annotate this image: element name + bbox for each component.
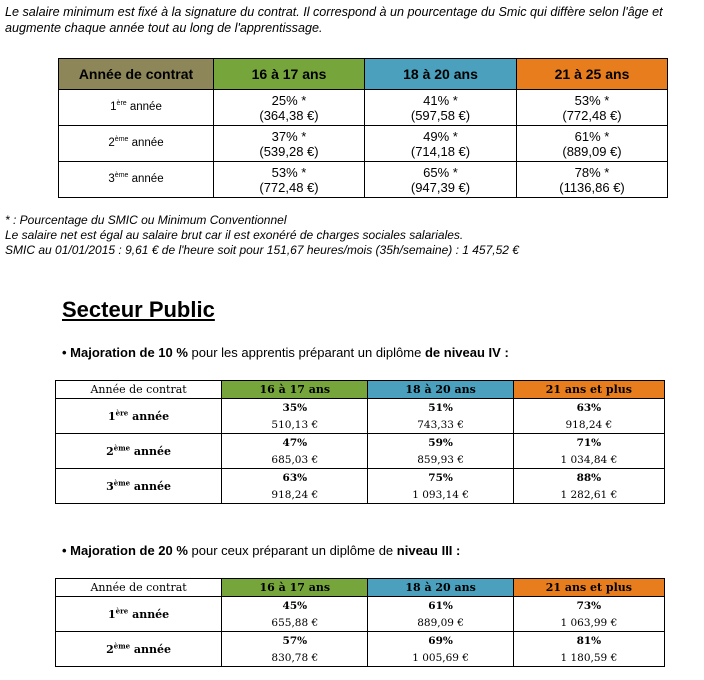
header-contract-year: Année de contrat xyxy=(59,59,214,90)
table-cell-amount: 1 063,99 € xyxy=(513,614,664,632)
table-cell-amount: 1 093,14 € xyxy=(368,486,513,504)
table-cell-percent: 63% xyxy=(513,399,664,417)
header-age-21-plus: 21 ans et plus xyxy=(513,381,664,399)
header-age-18-20: 18 à 20 ans xyxy=(368,381,513,399)
table-cell: 78% * (1136,86 €) xyxy=(517,162,668,198)
public-salary-table-level-iv xyxy=(55,380,665,504)
public-salary-table-level-iii xyxy=(55,578,665,667)
row-label: 1ère année xyxy=(59,90,214,126)
header-age-16-17: 16 à 17 ans xyxy=(214,59,365,90)
row-label: 3ème année xyxy=(56,469,222,504)
table-cell-percent: 51% xyxy=(368,399,513,417)
table-row xyxy=(56,399,665,417)
table-cell-percent: 35% xyxy=(222,399,368,417)
table-row xyxy=(56,469,665,487)
table-cell-percent: 71% xyxy=(513,434,664,452)
table-cell-amount: 510,13 € xyxy=(222,416,368,434)
header-contract-year: Année de contrat xyxy=(56,381,222,399)
table-cell-percent: 57% xyxy=(222,632,368,650)
table-header-row xyxy=(59,59,668,90)
table-row xyxy=(59,90,668,126)
table-cell-percent: 45% xyxy=(222,597,368,615)
table-cell-percent: 63% xyxy=(222,469,368,487)
header-age-21-plus: 21 ans et plus xyxy=(513,579,664,597)
header-age-16-17: 16 à 17 ans xyxy=(222,579,368,597)
table-cell: 53% * (772,48 €) xyxy=(517,90,668,126)
footnote-net-salary: Le salaire net est égal au salaire brut car il est exonéré de charges sociales salariales. xyxy=(5,228,464,242)
table-cell: 41% * (597,58 €) xyxy=(365,90,517,126)
header-age-18-20: 18 à 20 ans xyxy=(365,59,517,90)
table-cell-amount: 889,09 € xyxy=(368,614,513,632)
table-cell: 53% * (772,48 €) xyxy=(214,162,365,198)
row-label: 1ère année xyxy=(56,399,222,434)
table-cell-percent: 88% xyxy=(513,469,664,487)
row-label: 2ème année xyxy=(59,126,214,162)
table-cell-amount: 918,24 € xyxy=(222,486,368,504)
table-cell-percent: 73% xyxy=(513,597,664,615)
table-cell-amount: 1 282,61 € xyxy=(513,486,664,504)
row-label: 2ème année xyxy=(56,434,222,469)
section-title: Secteur Public xyxy=(62,297,215,322)
table-cell-amount: 918,24 € xyxy=(513,416,664,434)
header-age-16-17: 16 à 17 ans xyxy=(222,381,368,399)
table-cell-amount: 743,33 € xyxy=(368,416,513,434)
private-salary-table xyxy=(58,58,668,198)
row-label: 2ème année xyxy=(56,632,222,667)
header-age-21-25: 21 à 25 ans xyxy=(517,59,668,90)
table-cell: 49% * (714,18 €) xyxy=(365,126,517,162)
table-cell-amount: 1 005,69 € xyxy=(368,649,513,667)
table-cell-amount: 830,78 € xyxy=(222,649,368,667)
table-cell-percent: 47% xyxy=(222,434,368,452)
table-cell: 65% * (947,39 €) xyxy=(365,162,517,198)
table-cell-percent: 61% xyxy=(368,597,513,615)
table-row xyxy=(56,597,665,615)
footnotes xyxy=(5,213,519,258)
table-cell-amount: 655,88 € xyxy=(222,614,368,632)
table-header-row xyxy=(56,381,665,399)
intro-paragraph: Le salaire minimum est fixé à la signature du contrat. Il correspond à un pourcentage du Smic qui diffère selon l'âge et augmente chaque année tout au long de l'apprentissage. xyxy=(5,5,663,35)
table-row xyxy=(59,162,668,198)
table-cell-percent: 81% xyxy=(513,632,664,650)
table-cell-amount: 685,03 € xyxy=(222,451,368,469)
table-cell: 37% * (539,28 €) xyxy=(214,126,365,162)
table-cell: 25% * (364,38 €) xyxy=(214,90,365,126)
table-cell-amount: 1 034,84 € xyxy=(513,451,664,469)
footnote-smic: SMIC au 01/01/2015 : 9,61 € de l'heure soit pour 151,67 heures/mois (35h/semaine) : 1 457,52 € xyxy=(5,243,519,257)
header-age-18-20: 18 à 20 ans xyxy=(368,579,513,597)
row-label: 3ème année xyxy=(59,162,214,198)
table-cell-percent: 75% xyxy=(368,469,513,487)
table-cell-percent: 69% xyxy=(368,632,513,650)
table-row xyxy=(56,434,665,452)
table-row xyxy=(56,632,665,650)
table-header-row xyxy=(56,579,665,597)
bullet-majoration-20: • Majoration de 20 % pour ceux préparant un diplôme de niveau III : xyxy=(62,543,461,558)
table-cell-amount: 859,93 € xyxy=(368,451,513,469)
bullet-majoration-10: • Majoration de 10 % pour les apprentis préparant un diplôme de niveau IV : xyxy=(62,345,509,360)
header-contract-year: Année de contrat xyxy=(56,579,222,597)
footnote-asterisk: * : Pourcentage du SMIC ou Minimum Conventionnel xyxy=(5,213,287,227)
row-label: 1ère année xyxy=(56,597,222,632)
table-cell: 61% * (889,09 €) xyxy=(517,126,668,162)
table-cell-percent: 59% xyxy=(368,434,513,452)
table-cell-amount: 1 180,59 € xyxy=(513,649,664,667)
table-row xyxy=(59,126,668,162)
